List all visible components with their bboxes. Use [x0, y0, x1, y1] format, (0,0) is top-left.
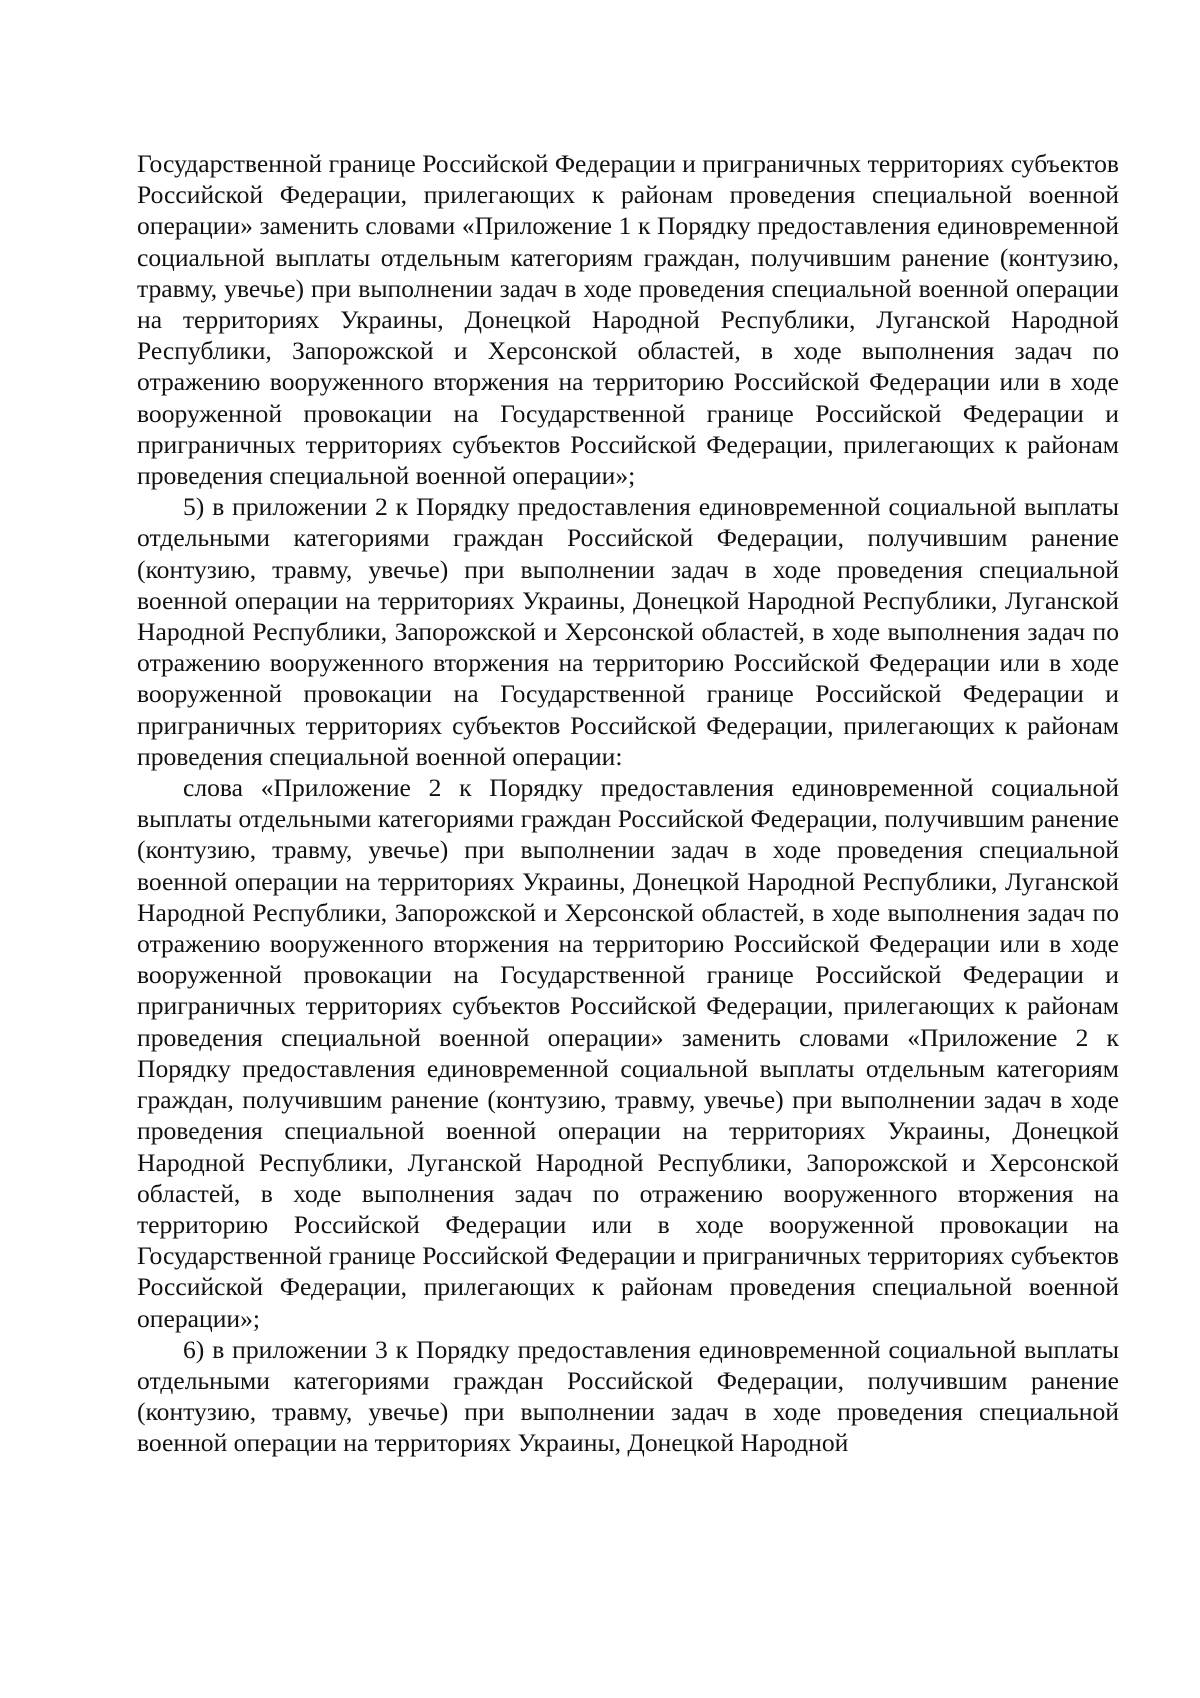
paragraph-words-replacement: слова «Приложение 2 к Порядку предоставления единовременной социальной выплаты отдельными категориями граждан Российской Федерации, получившим ранение (контузию, травму, увечье) при выполнении задач в ходе проведения специальной военной операции на территориях Украины, Донецкой Народной Республики, Луганской Народной Республики, Запорожской и Херсонской областей, в ходе выполнения задач по отражению вооруженного вторжения на территорию Российской Федерации или в ходе вооруженной провокации на Государственной границе Российской Федерации и приграничных территориях субъектов Российской Федерации, прилегающих к районам проведения специальной военной операции» заменить словами «Приложение 2 к Порядку предоставления единовременной социальной выплаты отдельным категориям граждан, получившим ранение (контузию, травму, увечье) при выполнении задач в ходе проведения специальной военной операции на территориях Украины, Донецкой Народной Республики, Луганской Народной Республики, Запорожской и Херсонской областей, в ходе выполнения задач по отражению вооруженного вторжения на территорию Российской Федерации или в ходе вооруженной провокации на Государственной границе Российской Федерации и приграничных территориях субъектов Российской Федерации, прилегающих к районам проведения специальной военной операции»;: [137, 773, 1119, 1333]
paragraph-continuation: Государственной границе Российской Федерации и приграничных территориях субъектов Российской Федерации, прилегающих к районам проведения специальной военной операции» заменить словами «Приложение 1 к Порядку предоставления единовременной социальной выплаты отдельным категориям граждан, получившим ранение (контузию, травму, увечье) при выполнении задач в ходе проведения специальной военной операции на территориях Украины, Донецкой Народной Республики, Луганской Народной Республики, Запорожской и Херсонской областей, в ходе выполнения задач по отражению вооруженного вторжения на территорию Российской Федерации или в ходе вооруженной провокации на Государственной границе Российской Федерации и приграничных территориях субъектов Российской Федерации, прилегающих к районам проведения специальной военной операции»;: [137, 149, 1119, 491]
paragraph-item-5: 5) в приложении 2 к Порядку предоставления единовременной социальной выплаты отдельными категориями граждан Российской Федерации, получившим ранение (контузию, травму, увечье) при выполнении задач в ходе проведения специальной военной операции на территориях Украины, Донецкой Народной Республики, Луганской Народной Республики, Запорожской и Херсонской областей, в ходе выполнения задач по отражению вооруженного вторжения на территорию Российской Федерации или в ходе вооруженной провокации на Государственной границе Российской Федерации и приграничных территориях субъектов Российской Федерации, прилегающих к районам проведения специальной военной операции:: [137, 492, 1119, 771]
paragraph-item-6: 6) в приложении 3 к Порядку предоставления единовременной социальной выплаты отдельными категориями граждан Российской Федерации, получившим ранение (контузию, травму, увечье) при выполнении задач в ходе проведения специальной военной операции на территориях Украины, Донецкой Народной: [137, 1334, 1119, 1458]
document-body: [137, 148, 1119, 1459]
